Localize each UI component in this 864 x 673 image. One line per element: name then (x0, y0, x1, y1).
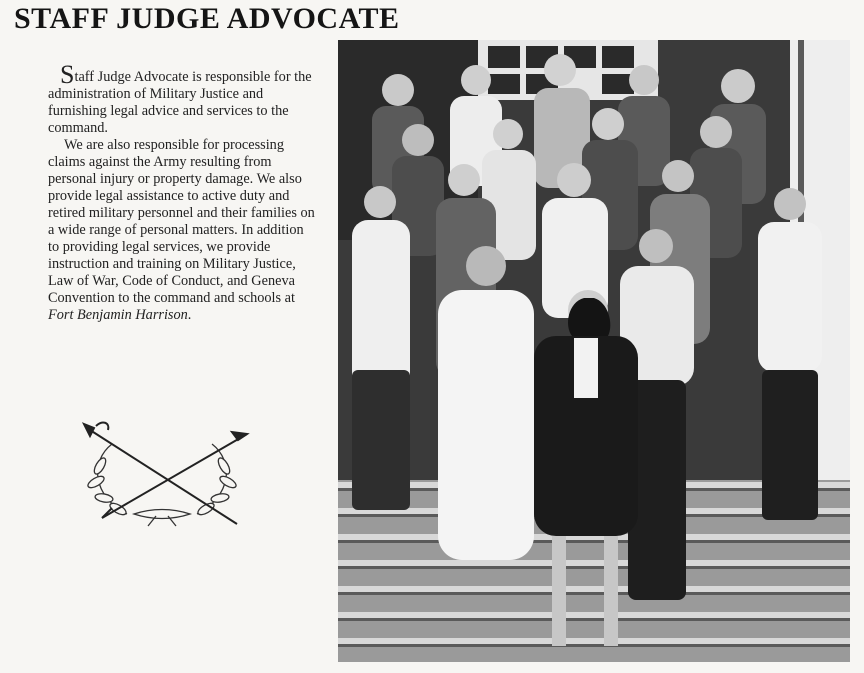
paragraph-1 (48, 60, 318, 137)
paragraph-2 (48, 137, 318, 324)
paragraph-2-end: . (187, 307, 192, 323)
body-text (48, 60, 318, 324)
paragraph-2-text: We are also responsible for processing claims against the Army resulting from personal injury or property damage. We also provide legal assistance to active duty and retired military personnel and their families on a wide range of personal matters. In addition to providing legal services, we provide instruction and training on Military Justice, Law of War, Code of Conduct, and Geneva Convention to the command and schools at (48, 137, 315, 306)
page-title: STAFF JUDGE ADVOCATE (14, 2, 400, 35)
jag-corps-insignia-icon (72, 416, 252, 531)
fort-name: Fort Benjamin Harrison (48, 307, 188, 323)
drop-cap: S (60, 60, 75, 89)
group-photo-icon (338, 40, 850, 662)
paragraph-1-text: taff Judge Advocate is responsible for the administration of Military Justice and furnishing legal advice and services to the command. (48, 69, 312, 136)
